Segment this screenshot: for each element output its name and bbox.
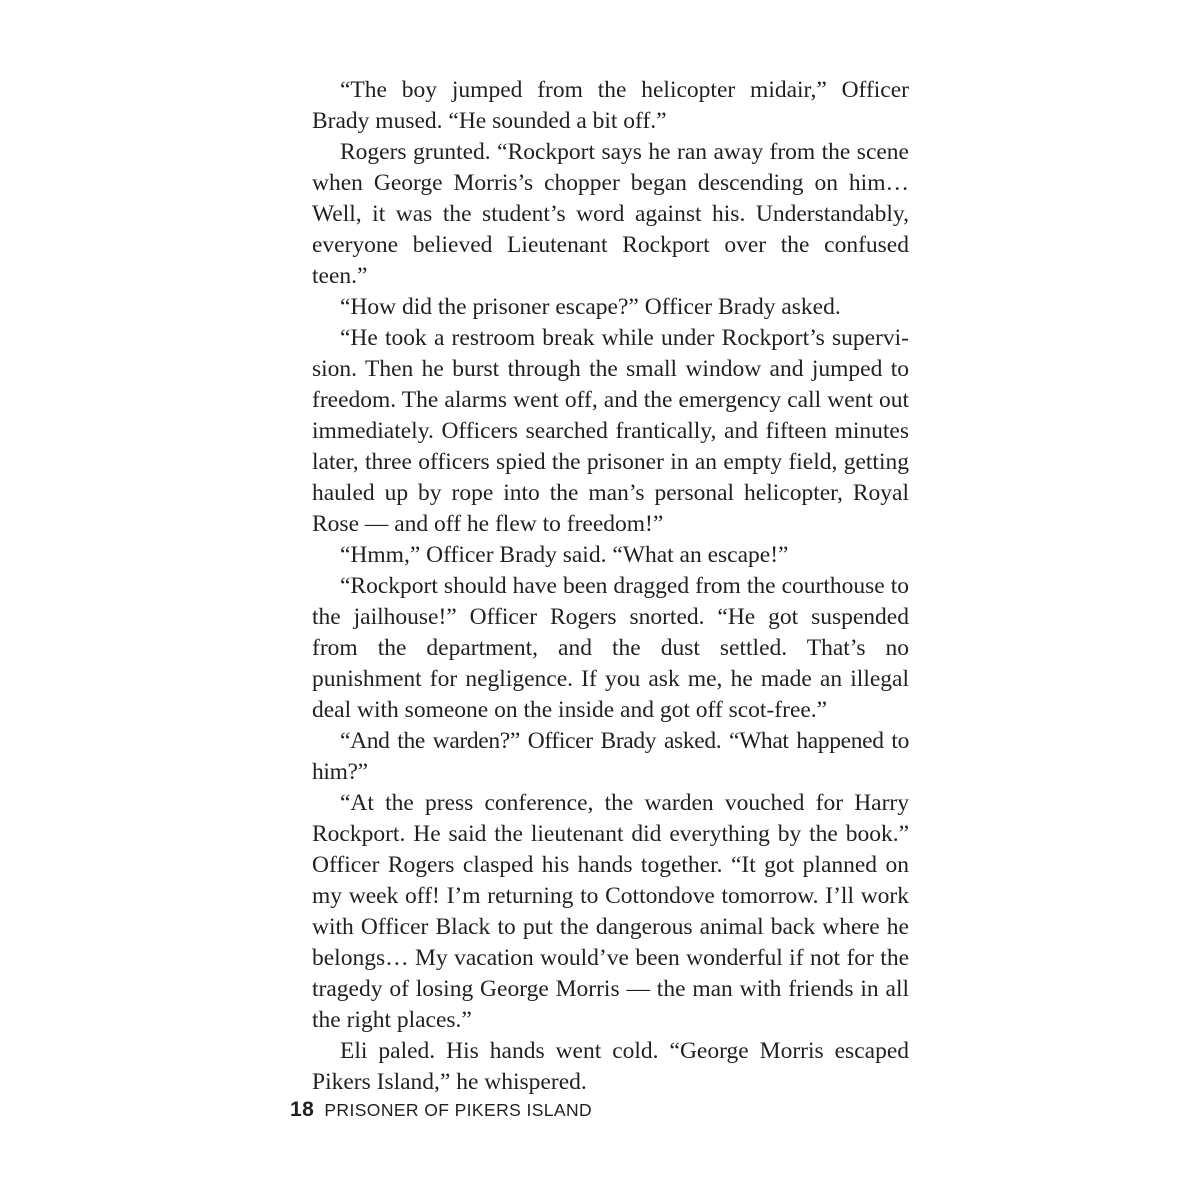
paragraph: “The boy jumped from the helicopter midair,” Officer Brady mused. “He sounded a bit off.” — [312, 77, 909, 134]
paragraph: Rogers grunted. “Rockport says he ran away from the scene when George Morris’s chopper began descending on him… Well, it was the student’s word against his. Understandably, everyone believed Lieutenant Rockport over the confused teen.” — [312, 139, 909, 289]
body-text — [312, 75, 909, 1098]
paragraph: “Hmm,” Officer Brady said. “What an escape!” — [340, 542, 789, 568]
paragraph: Eli paled. His hands went cold. “George Morris escaped Pikers Island,” he whispered. — [312, 1038, 909, 1095]
paragraph: “He took a restroom break while under Rockport’s supervision. Then he burst through the small window and jumped to freedom. The alarms went off, and the emergency call went out immediately. Officers searched frantically, and fifteen minutes later, three officers spied the prisoner in an empty field, getting hauled up by rope into the man’s personal helicopter, Royal Rose — and off he flew to freedom!” — [312, 325, 909, 537]
paragraph: “How did the prisoner escape?” Officer Brady asked. — [340, 294, 841, 320]
paragraph: “Rockport should have been dragged from the courthouse to the jailhouse!” Officer Rogers snorted. “He got suspended from the department, and the dust settled. That’s no punishment for negligence. If you ask me, he made an illegal deal with someone on the inside and got off scot-free.” — [312, 573, 909, 723]
page-footer — [290, 1098, 592, 1122]
page-number: 18 — [290, 1098, 315, 1121]
paragraph: “And the warden?” Officer Brady asked. “What happened to him?” — [312, 728, 909, 785]
paragraph: “At the press conference, the warden vouched for Harry Rockport. He said the lieutenant did everything by the book.” Officer Rogers clasped his hands together. “It got planned on my week off! I’m returning to Cottondove tomorrow. I’ll work with Officer Black to put the dangerous animal back where he belongs… My vacation would’ve been wonderful if not for the tragedy of losing George Morris — the man with friends in all the right places.” — [312, 790, 909, 1033]
running-title: PRISONER OF PIKERS ISLAND — [324, 1100, 593, 1120]
